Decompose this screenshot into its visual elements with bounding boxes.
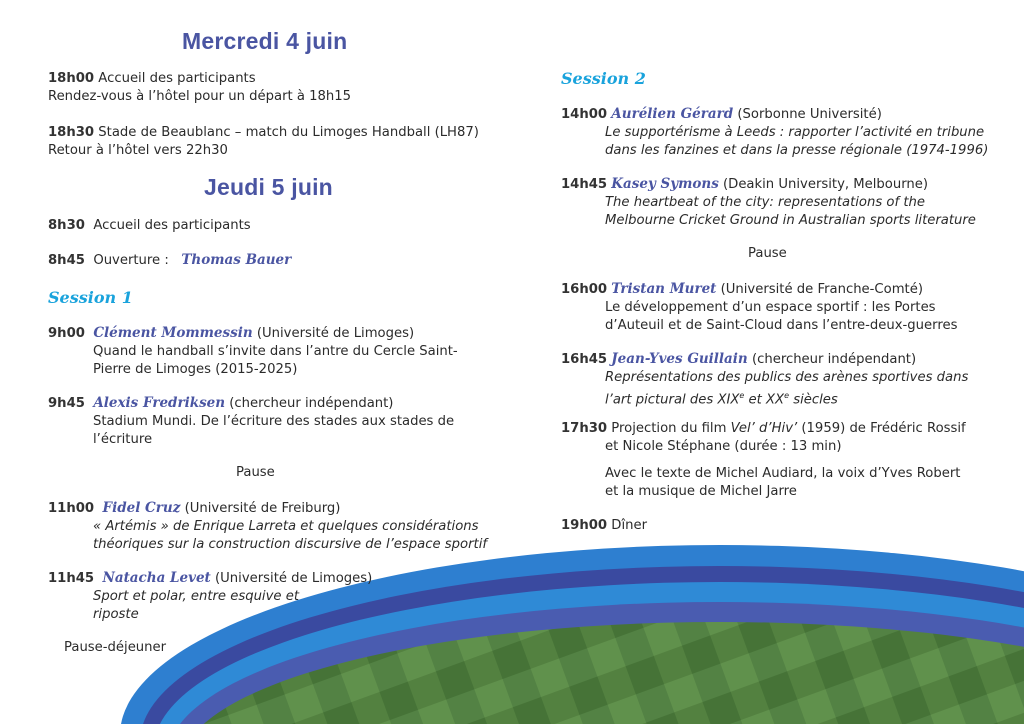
pause-label: Pause [748,246,787,261]
talk-title: Pierre de Limoges (2015-2025) [93,362,298,377]
entry-time: 14h45 [561,177,608,192]
speaker-name: Thomas Bauer [181,252,292,268]
film-entry [561,420,966,501]
entry-text: (1959) de Frédéric Rossif [797,421,966,436]
talk-title: Melbourne Cricket Ground in Australian sports literature [605,213,976,228]
talk-entry [48,394,454,449]
entry-time: 9h00 [48,326,85,341]
entry-text: Accueil des participants [98,71,256,86]
entry-text: Projection du film [611,421,731,436]
entry-time: 18h30 [48,125,95,140]
day-heading-wednesday: Mercredi 4 juin [182,28,348,54]
talk-title: Le supportérisme à Leeds : rapporter l’activité en tribune [605,125,985,140]
entry-text: Stade de Beaublanc – match du Limoges Handball (LH87) [98,125,479,140]
entry-time: 19h00 [561,518,608,533]
schedule-entry [48,70,351,106]
speaker-name: Tristan Muret [611,281,717,297]
entry-time: 11h00 [48,501,95,516]
session-heading: Session 2 [561,69,646,88]
entry-time: 14h00 [561,107,608,122]
talk-title: Représentations des publics des arènes sportives dans [605,370,969,385]
speaker-name: Aurélien Gérard [611,106,734,122]
talk-title: Le développement d’un espace sportif : les Portes [605,300,936,315]
speaker-name: Alexis Fredriksen [93,395,226,411]
entry-text: Rendez-vous à l’hôtel pour un départ à 18h15 [48,89,352,104]
talk-title: l’art pictural des XIXe et XXe siècles [605,391,838,408]
entry-text: Avec le texte de Michel Audiard, la voix d’Yves Robert [605,466,961,481]
entry-time: 16h45 [561,352,608,367]
talk-title: l’écriture [93,432,153,447]
session-heading: Session 1 [48,288,133,307]
speaker-affiliation: (chercheur indépendant) [229,396,394,411]
lunch-label: Pause-déjeuner [64,640,167,655]
day-heading-thursday: Jeudi 5 juin [204,174,333,200]
talk-entry [561,105,988,160]
speaker-name: Fidel Cruz [102,500,181,516]
talk-title: The heartbeat of the city: representations of the [605,195,925,210]
talk-title: « Artémis » de Enrique Larreta et quelques considérations [93,519,479,534]
entry-time: 8h30 [48,218,85,233]
entry-text: et Nicole Stéphane (durée : 13 min) [605,439,842,454]
talk-title: Quand le handball s’invite dans l’antre du Cercle Saint- [93,344,458,359]
talk-entry [48,569,372,624]
speaker-name: Clément Mommessin [93,325,253,341]
schedule-entry [48,124,479,160]
entry-text: Retour à l’hôtel vers 22h30 [48,143,228,158]
speaker-affiliation: (chercheur indépendant) [751,352,917,367]
entry-text: Ouverture : [93,253,173,268]
talk-title: théoriques sur la construction discursive de l’espace sportif [93,537,487,552]
speaker-affiliation: (Sorbonne Université) [737,107,882,122]
schedule-entry [48,251,291,270]
speaker-affiliation: (Université de Limoges) [215,571,373,586]
speaker-name: Natacha Levet [102,570,211,586]
talk-title: Sport et polar, entre esquive et [93,589,299,604]
entry-time: 16h00 [561,282,608,297]
speaker-affiliation: (Université de Freiburg) [184,501,341,516]
entry-time: 9h45 [48,396,85,411]
speaker-name: Kasey Symons [611,176,719,192]
talk-entry [48,499,487,554]
entry-time: 8h45 [48,253,85,268]
entry-text: Accueil des participants [93,218,251,233]
talk-title: dans les fanzines et dans la presse régionale (1974-1996) [605,143,989,158]
entry-time: 18h00 [48,71,95,86]
film-title: Vel’ d’Hiv’ [730,421,798,436]
entry-time: 17h30 [561,421,608,436]
speaker-affiliation: (Université de Limoges) [256,326,415,341]
speaker-affiliation: (Université de Franche-Comté) [720,282,923,297]
talk-title: d’Auteuil et de Saint-Cloud dans l’entre-deux-guerres [605,318,958,333]
entry-text: Dîner [611,518,648,533]
entry-time: 11h45 [48,571,95,586]
entry-text: et la musique de Michel Jarre [605,484,797,499]
talk-entry [48,324,458,379]
speaker-name: Jean-Yves Guillain [611,351,748,367]
talk-entry [561,175,976,230]
talk-title: riposte [93,607,139,622]
schedule-entry [48,217,251,235]
speaker-affiliation: (Deakin University, Melbourne) [723,177,929,192]
talk-title: Stadium Mundi. De l’écriture des stades aux stades de [93,414,455,429]
pause-label: Pause [236,465,275,480]
talk-entry [561,280,957,335]
talk-entry [561,350,968,409]
schedule-entry [561,517,647,535]
